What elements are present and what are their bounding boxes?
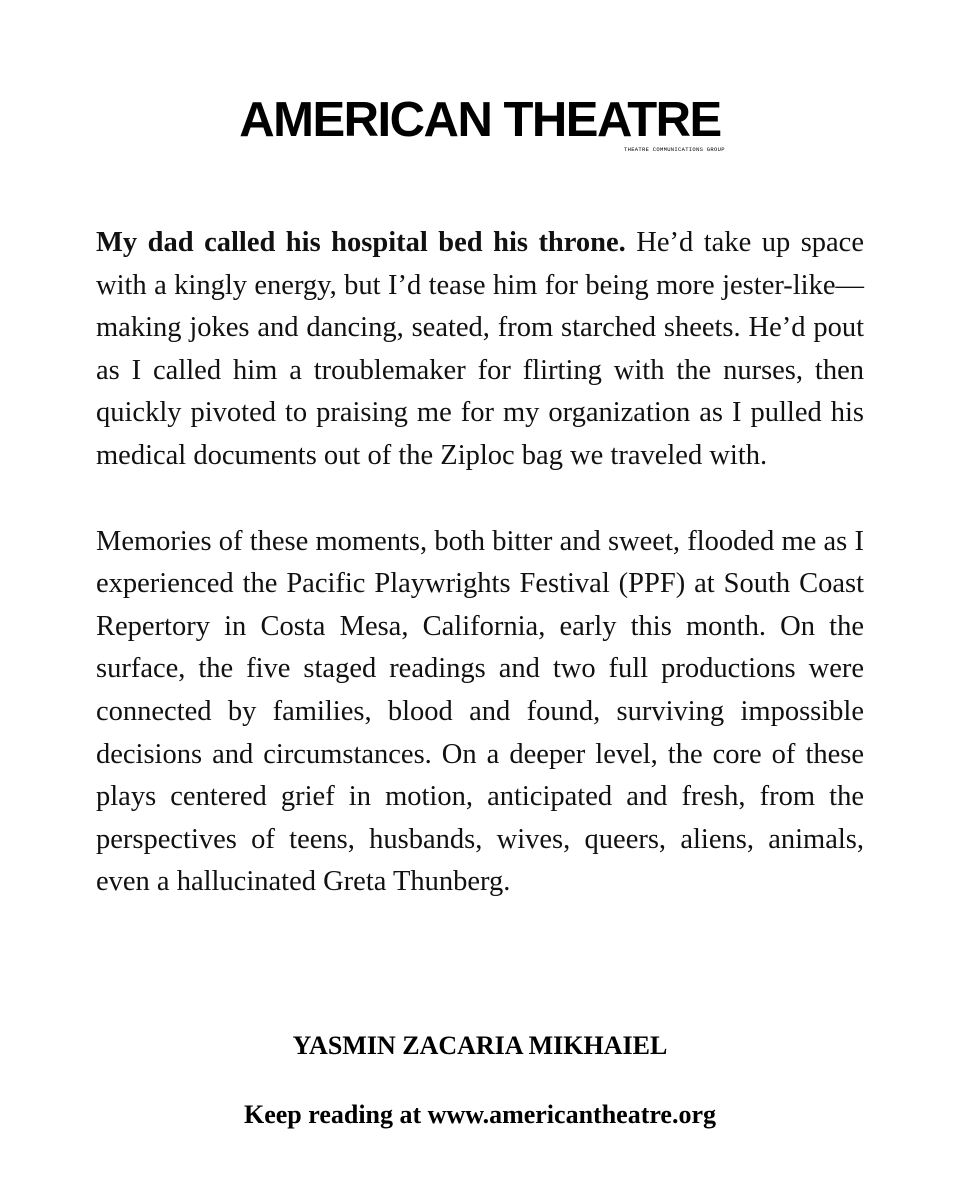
paragraph-1-body: He’d take up space with a kingly energy, but I’d tease him for being more jester-like—making jokes and dancing, seated, from starched sheets. He’d pout as I called him a troublemaker for flirting with the nurses, then quickly pivoted to praising me for my organization as I pulled his medical documents out of the Ziploc bag we traveled with. <box>96 227 864 471</box>
keep-reading-link[interactable]: Keep reading at www.americantheatre.org <box>244 1100 716 1129</box>
article-excerpt <box>96 222 864 904</box>
masthead <box>180 92 780 153</box>
paragraph-1 <box>96 222 864 478</box>
masthead-logo: AMERICAN THEATRE <box>239 93 721 147</box>
lead-sentence: My dad called his hospital bed his throne. <box>96 227 626 258</box>
author-byline: YASMIN ZACARIA MIKHAIEL <box>292 1031 668 1060</box>
masthead-tagline: THEATRE COMMUNICATIONS GROUP <box>624 146 725 153</box>
paragraph-2: Memories of these moments, both bitter and sweet, flooded me as I experienced the Pacific Playwrights Festival (PPF) at South Coast Repertory in Costa Mesa, California, early this month. On the surface, the five staged readings and two full productions were connected by families, blood and found, surviving impossible decisions and circumstances. On a deeper level, the core of these plays centered grief in motion, anticipated and fresh, from the perspectives of teens, husbands, wives, queers, aliens, animals, even a hallucinated Greta Thunberg. <box>96 525 864 898</box>
